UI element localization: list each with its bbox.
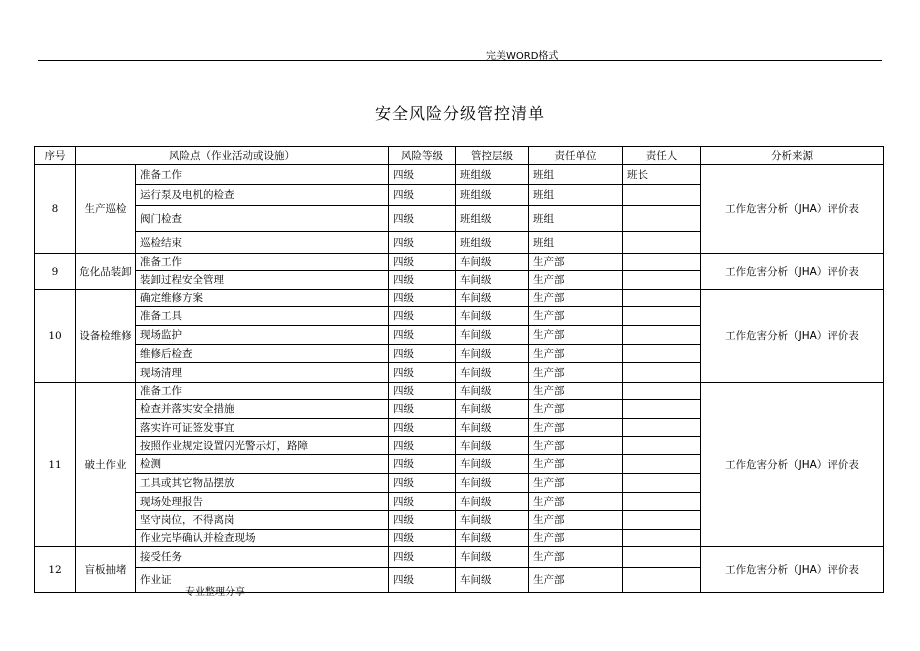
activity-cell: 准备工具 [136,307,389,326]
risk-level-cell: 四级 [389,474,456,493]
responsible-unit-cell: 生产部 [529,437,623,455]
activity-cell: 检测 [136,455,389,474]
responsible-person-cell [623,530,701,547]
responsible-unit-cell: 生产部 [529,419,623,437]
responsible-person-cell [623,383,701,400]
responsible-unit-cell: 生产部 [529,474,623,493]
responsible-unit-cell: 生产部 [529,383,623,400]
control-level-cell: 车间级 [456,254,529,271]
control-level-cell: 车间级 [456,271,529,290]
analysis-source: 工作危害分析（JHA）评价表 [701,547,884,593]
table-row [35,547,884,568]
col-header: 管控层级 [456,147,529,165]
control-level-cell: 班组级 [456,185,529,206]
activity-cell: 准备工作 [136,165,389,185]
activity-cell: 坚守岗位，不得离岗 [136,511,389,530]
activity-cell: 作业证 [136,568,389,593]
responsible-person-cell [623,254,701,271]
document-title: 安全风险分级管控清单 [374,104,545,123]
col-header: 序号 [35,147,76,165]
row-number: 8 [35,165,76,254]
table-body [35,165,884,593]
control-level-cell: 车间级 [456,290,529,307]
responsible-person-cell [623,419,701,437]
responsible-unit-cell: 生产部 [529,511,623,530]
responsible-unit-cell: 生产部 [529,455,623,474]
risk-point: 盲板抽堵 [76,547,136,593]
risk-level-cell: 四级 [389,290,456,307]
table-header-row [35,147,884,165]
responsible-unit-cell: 生产部 [529,547,623,568]
risk-level-cell: 四级 [389,254,456,271]
analysis-source: 工作危害分析（JHA）评价表 [701,383,884,547]
responsible-unit-cell: 生产部 [529,307,623,326]
risk-level-cell: 四级 [389,530,456,547]
col-header: 风险等级 [389,147,456,165]
responsible-person-cell [623,232,701,254]
col-header: 风险点（作业活动或设施） [76,147,389,165]
risk-level-cell: 四级 [389,345,456,363]
responsible-person-cell [623,493,701,511]
control-level-cell: 车间级 [456,419,529,437]
control-level-cell: 车间级 [456,326,529,345]
control-level-cell: 班组级 [456,206,529,232]
responsible-unit-cell: 班组 [529,165,623,185]
risk-point: 破土作业 [76,383,136,547]
control-level-cell: 车间级 [456,383,529,400]
risk-level-cell: 四级 [389,271,456,290]
risk-level-cell: 四级 [389,307,456,326]
responsible-person-cell [623,547,701,568]
responsible-person-cell [623,363,701,383]
risk-level-cell: 四级 [389,547,456,568]
risk-level-cell: 四级 [389,232,456,254]
analysis-source: 工作危害分析（JHA）评价表 [701,165,884,254]
control-level-cell: 车间级 [456,511,529,530]
row-number: 12 [35,547,76,593]
activity-cell: 装卸过程安全管理 [136,271,389,290]
control-level-cell: 班组级 [456,165,529,185]
activity-cell: 现场监护 [136,326,389,345]
responsible-person-cell [623,326,701,345]
responsible-unit-cell: 生产部 [529,345,623,363]
control-level-cell: 车间级 [456,363,529,383]
activity-cell: 工具或其它物品摆放 [136,474,389,493]
control-level-cell: 车间级 [456,400,529,419]
activity-cell: 巡检结束 [136,232,389,254]
row-number: 9 [35,254,76,290]
control-level-cell: 车间级 [456,474,529,493]
responsible-person-cell [623,290,701,307]
header-rule [38,60,882,61]
risk-level-cell: 四级 [389,493,456,511]
activity-cell: 准备工作 [136,383,389,400]
table-row [35,383,884,400]
control-level-cell: 车间级 [456,530,529,547]
responsible-unit-cell: 生产部 [529,363,623,383]
activity-cell: 按照作业规定设置闪光警示灯，路障 [136,437,389,455]
activity-cell: 运行泵及电机的检查 [136,185,389,206]
risk-level-cell: 四级 [389,437,456,455]
col-header: 责任单位 [529,147,623,165]
activity-cell: 落实许可证签发事宜 [136,419,389,437]
control-level-cell: 车间级 [456,437,529,455]
risk-level-cell: 四级 [389,400,456,419]
activity-cell: 确定维修方案 [136,290,389,307]
activity-cell: 作业完毕确认并检查现场 [136,530,389,547]
activity-cell: 现场清理 [136,363,389,383]
risk-point: 生产巡检 [76,165,136,254]
responsible-person-cell [623,307,701,326]
risk-level-cell: 四级 [389,206,456,232]
row-number: 10 [35,290,76,383]
responsible-unit-cell: 生产部 [529,400,623,419]
responsible-person-cell: 班长 [623,165,701,185]
control-level-cell: 车间级 [456,547,529,568]
responsible-person-cell [623,206,701,232]
col-header: 责任人 [623,147,701,165]
responsible-person-cell [623,437,701,455]
risk-level-cell: 四级 [389,419,456,437]
table-row [35,290,884,307]
page-header: 完美WORD格式 [486,51,559,62]
responsible-unit-cell: 班组 [529,206,623,232]
activity-cell: 维修后检查 [136,345,389,363]
control-level-cell: 车间级 [456,568,529,593]
activity-cell: 现场处理报告 [136,493,389,511]
activity-cell: 阀门检查 [136,206,389,232]
risk-point: 设备检维修 [76,290,136,383]
responsible-unit-cell: 班组 [529,185,623,206]
activity-cell: 检查并落实安全措施 [136,400,389,419]
activity-cell: 接受任务 [136,547,389,568]
risk-point: 危化品装卸 [76,254,136,290]
responsible-unit-cell: 班组 [529,232,623,254]
analysis-source: 工作危害分析（JHA）评价表 [701,254,884,290]
risk-level-cell: 四级 [389,326,456,345]
risk-level-cell: 四级 [389,511,456,530]
risk-level-cell: 四级 [389,165,456,185]
col-header: 分析来源 [701,147,884,165]
responsible-person-cell [623,345,701,363]
table-row [35,254,884,271]
responsible-person-cell [623,271,701,290]
activity-cell: 准备工作 [136,254,389,271]
responsible-unit-cell: 生产部 [529,326,623,345]
responsible-person-cell [623,511,701,530]
responsible-person-cell [623,474,701,493]
risk-level-cell: 四级 [389,185,456,206]
risk-level-cell: 四级 [389,363,456,383]
control-level-cell: 车间级 [456,307,529,326]
responsible-person-cell [623,400,701,419]
responsible-unit-cell: 生产部 [529,530,623,547]
risk-level-cell: 四级 [389,455,456,474]
control-level-cell: 车间级 [456,345,529,363]
analysis-source: 工作危害分析（JHA）评价表 [701,290,884,383]
row-number: 11 [35,383,76,547]
risk-level-cell: 四级 [389,383,456,400]
risk-level-cell: 四级 [389,568,456,593]
control-level-cell: 车间级 [456,493,529,511]
responsible-unit-cell: 生产部 [529,493,623,511]
responsible-unit-cell: 生产部 [529,271,623,290]
responsible-unit-cell: 生产部 [529,290,623,307]
responsible-person-cell [623,568,701,593]
responsible-person-cell [623,185,701,206]
table-row [35,165,884,185]
risk-control-table [34,146,884,593]
control-level-cell: 车间级 [456,455,529,474]
control-level-cell: 班组级 [456,232,529,254]
responsible-unit-cell: 生产部 [529,568,623,593]
page-footer: 专业整理分享 [185,587,245,598]
responsible-unit-cell: 生产部 [529,254,623,271]
responsible-person-cell [623,455,701,474]
